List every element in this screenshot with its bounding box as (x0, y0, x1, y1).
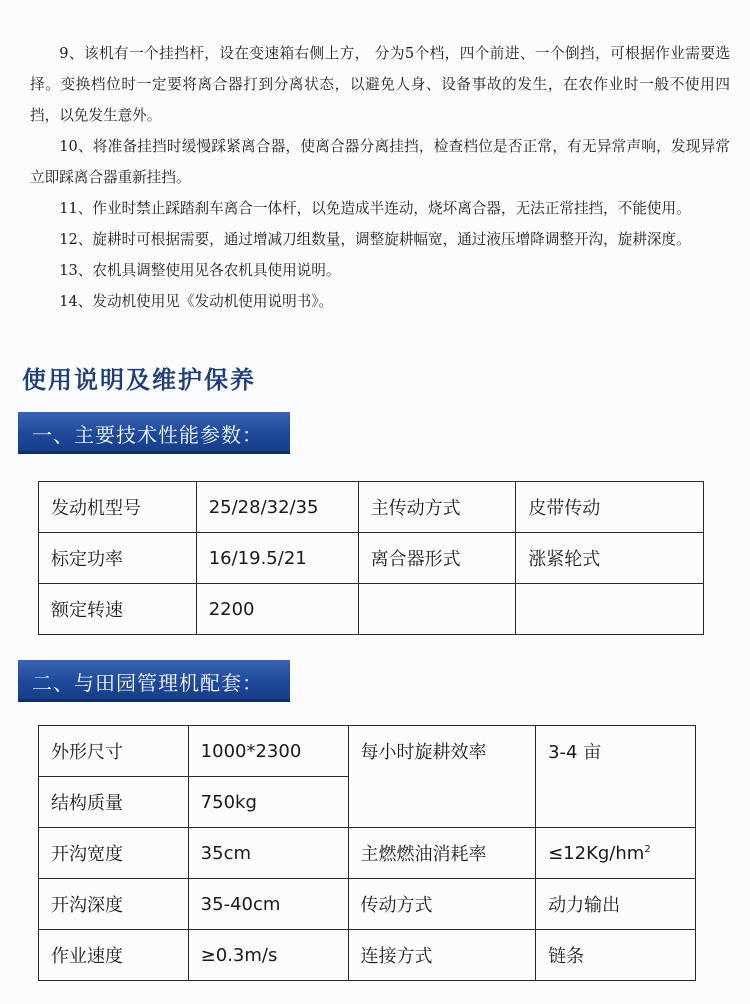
table-cell: 皮带传动 (516, 482, 704, 533)
table-cell (516, 584, 704, 635)
table-cell: 传动方式 (348, 879, 536, 930)
table-row (39, 828, 696, 879)
table-cell: 2200 (196, 584, 358, 635)
table-cell: 标定功率 (39, 533, 197, 584)
table-cell: 外形尺寸 (39, 726, 189, 777)
matching-table (38, 725, 696, 981)
note-13: 13、农机具调整使用见各农机具使用说明。 (59, 262, 341, 279)
table-cell: 动力输出 (536, 879, 696, 930)
note-12: 12、旋耕时可根据需要，通过增减刀组数量，调整旋耕幅宽，通过液压增降调整开沟，旋耕深度。 (59, 231, 691, 248)
table-cell: 作业速度 (39, 930, 189, 981)
note-10: 10、将准备挂挡时缓慢踩紧离合器，使离合器分离挂挡，检查档位是否正常，有无异常声响，发现异常立即踩离合器重新挂挡。 (30, 138, 730, 186)
table-cell: 链条 (536, 930, 696, 981)
table-cell: 离合器形式 (358, 533, 516, 584)
table-cell: 开沟深度 (39, 879, 189, 930)
operation-notes (30, 38, 730, 317)
table-cell: 结构质量 (39, 777, 189, 828)
technical-params-table (38, 481, 704, 635)
table-row (39, 930, 696, 981)
table-cell: ≥0.3m/s (188, 930, 348, 981)
table-cell (358, 584, 516, 635)
table-cell: 35-40cm (188, 879, 348, 930)
table-cell: 3-4 亩 (536, 726, 696, 828)
unit-superscript: 2 (644, 843, 651, 855)
table-row (39, 533, 704, 584)
table-row (39, 584, 704, 635)
table-cell: 16/19.5/21 (196, 533, 358, 584)
table-row (39, 482, 704, 533)
table-cell: 35cm (188, 828, 348, 879)
banner-matching (18, 660, 290, 702)
table-row (39, 726, 696, 777)
note-9: 9、该机有一个挂挡杆，设在变速箱右侧上方， 分为5个档，四个前进、一个倒挡，可根据作业需要选择。变换档位时一定要将离合器打到分离状态，以避免人身、设备事故的发生，在农作业时一般不使用四挡，以免发生意外。 (30, 45, 730, 124)
table-cell: 1000*2300 (188, 726, 348, 777)
table-cell: 25/28/32/35 (196, 482, 358, 533)
table-cell: 开沟宽度 (39, 828, 189, 879)
note-14: 14、发动机使用见《发动机使用说明书》。 (59, 293, 334, 310)
table-cell: 750kg (188, 777, 348, 828)
table-cell: 涨紧轮式 (516, 533, 704, 584)
table-cell: 连接方式 (348, 930, 536, 981)
table-cell: 额定转速 (39, 584, 197, 635)
table-cell (536, 828, 696, 879)
note-11: 11、作业时禁止踩踏刹车离合一体杆，以免造成半连动，烧坏离合器，无法正常挂挡，不能使用。 (59, 200, 691, 217)
table-cell: 主传动方式 (358, 482, 516, 533)
banner-technical-params (18, 412, 290, 454)
table-cell: 每小时旋耕效率 (348, 726, 536, 828)
fuel-rate-value: ≤12Kg/hm (548, 842, 645, 864)
banner-label: 一、主要技术性能参数： (32, 423, 263, 447)
table-row (39, 879, 696, 930)
section-title: 使用说明及维护保养 (22, 366, 256, 394)
table-cell: 主燃燃油消耗率 (348, 828, 536, 879)
banner-label: 二、与田园管理机配套： (32, 671, 263, 695)
table-cell: 发动机型号 (39, 482, 197, 533)
